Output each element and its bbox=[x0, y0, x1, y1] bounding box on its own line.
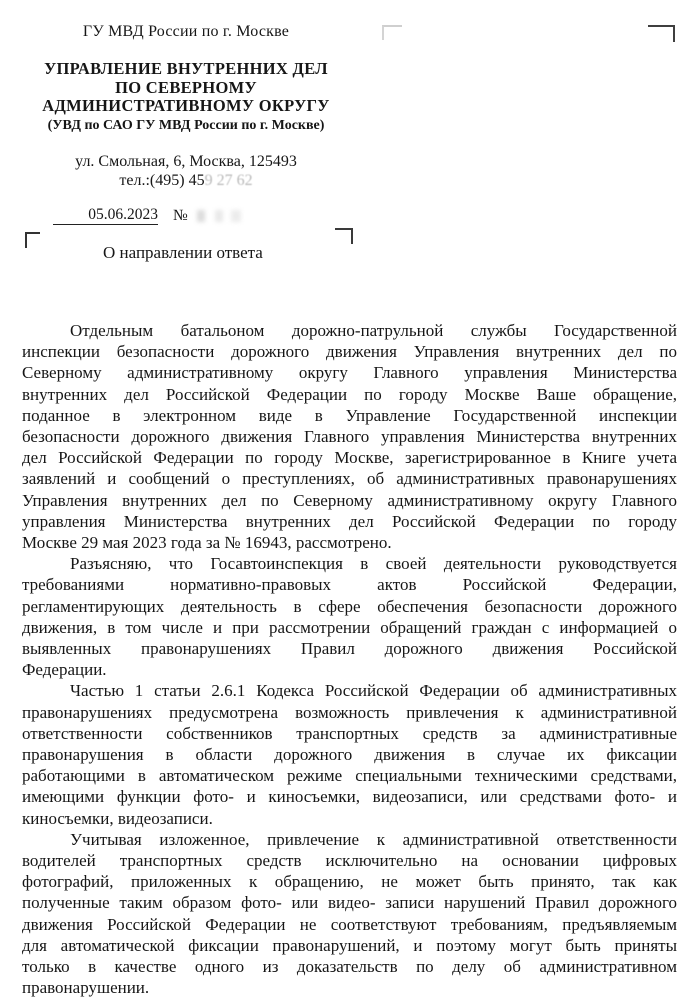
body-line: правонарушении. bbox=[22, 978, 150, 998]
body-line: Москве 29 мая 2023 года за № 16943, рассмотрено. bbox=[22, 533, 392, 553]
body-line: заявлений и сообщений о преступлениях, об административных правонарушениях bbox=[22, 469, 677, 489]
body-line: полученные таким образом фото- или видео- записи нарушений Правил дорожного bbox=[22, 893, 677, 913]
body-line: киносъемки, видеозаписи. bbox=[22, 808, 213, 828]
parent-organization-line: ГУ МВД России по г. Москве bbox=[82, 23, 290, 40]
body-line: движения, в том числе и при рассмотрении обращений граждан с информацией о bbox=[22, 617, 677, 637]
body-line: безопасности дорожного движения Главного управления Министерства внутренних bbox=[22, 427, 677, 447]
body-line: внутренних дел Российской Федерации по городу Москве Ваше обращение, bbox=[22, 384, 677, 404]
organization-name-line-3: АДМИНИСТРАТИВНОМУ ОКРУГУ bbox=[42, 96, 330, 115]
organization-name-line-1: УПРАВЛЕНИЕ ВНУТРЕННИХ ДЕЛ bbox=[44, 59, 328, 78]
body-line: ответственности собственников транспортных средств за административные bbox=[22, 723, 677, 743]
number-sign: № bbox=[173, 207, 188, 224]
organization-name-line-2: ПО СЕВЕРНОМУ bbox=[115, 77, 257, 97]
body-line: движения Российской Федерации не соответствуют требованиям, предъявляемым bbox=[22, 914, 677, 934]
body-line: требованиями нормативно-правовых актов Российской Федерации, bbox=[22, 575, 677, 595]
body-line: правонарушениях предусмотрена возможность привлечения к административной bbox=[22, 702, 677, 722]
phone-line bbox=[8, 171, 364, 190]
body-line: для автоматической фиксации правонарушений, и поэтому могут быть приняты bbox=[22, 935, 677, 955]
reference-zone-corner-mark-left bbox=[25, 232, 40, 248]
body-line: инспекции безопасности дорожного движения Управления внутренних дел по bbox=[22, 342, 677, 362]
body-line: работающими в автоматическом режиме специальными техническими средствами, bbox=[22, 766, 677, 786]
erased-number-smudge bbox=[197, 210, 241, 222]
body-line: выявленных правонарушениях Правил дорожного движения Российской bbox=[22, 639, 677, 659]
body-line: регламентирующих деятельность в сфере обеспечения безопасности дорожного bbox=[22, 596, 677, 616]
addressee-zone-corner-mark-left bbox=[382, 25, 402, 40]
body-line: Разъясняю, что Госавтоинспекция в своей деятельности руководствуется bbox=[70, 554, 677, 574]
letterhead bbox=[8, 22, 364, 190]
body-line: Северному административному округу Главного управления Министерства bbox=[22, 363, 677, 383]
body-line: Федерации. bbox=[22, 660, 107, 680]
organization-short-name: (УВД по САО ГУ МВД России по г. Москве) bbox=[47, 117, 325, 133]
organization-name bbox=[8, 60, 364, 116]
body-line: фотографий, приложенных к обращению, не может быть принято, так как bbox=[22, 872, 677, 892]
body-line: правонарушения в области дорожного движения в случае их фиксации bbox=[22, 745, 677, 765]
body-line: Частью 1 статьи 2.6.1 Кодекса Российской Федерации об административных bbox=[70, 681, 677, 701]
body-line: Отдельным батальоном дорожно-патрульной службы Государственной bbox=[70, 321, 677, 340]
letter-date: 05.06.2023 bbox=[88, 206, 158, 223]
body-line: поданное в электронном виде в Управление Государственной инспекции bbox=[22, 405, 677, 425]
addressee-zone-corner-mark-right bbox=[648, 25, 675, 42]
body-text bbox=[22, 320, 677, 999]
date-underline bbox=[53, 207, 158, 225]
reference-zone-corner-mark-right bbox=[335, 228, 353, 244]
body-line: имеющими функции фото- и киносъемки, видеозаписи, или средствами фото- и bbox=[22, 787, 677, 807]
phone-faded-part: 9 27 62 bbox=[204, 171, 253, 189]
address-line: ул. Смольная, 6, Москва, 125493 bbox=[75, 152, 297, 170]
body-line: управления Министерства внутренних дел Российской Федерации по городу bbox=[22, 511, 677, 531]
body-line: Управления внутренних дел по Северному административному округу Главного bbox=[22, 490, 677, 510]
body-line: только в качестве одного из доказательств по делу об административном bbox=[22, 957, 677, 977]
body-line: Учитывая изложенное, привлечение к административной ответственности bbox=[70, 829, 677, 849]
phone-visible-part: тел.:(495) 45 bbox=[119, 171, 205, 189]
subject-line: О направлении ответа bbox=[103, 243, 263, 262]
body-line: водителей транспортных средств исключительно на основании цифровых bbox=[22, 851, 677, 871]
body-line: дел Российской Федерации по городу Москве, зарегистрированное в Книге учета bbox=[22, 448, 677, 468]
